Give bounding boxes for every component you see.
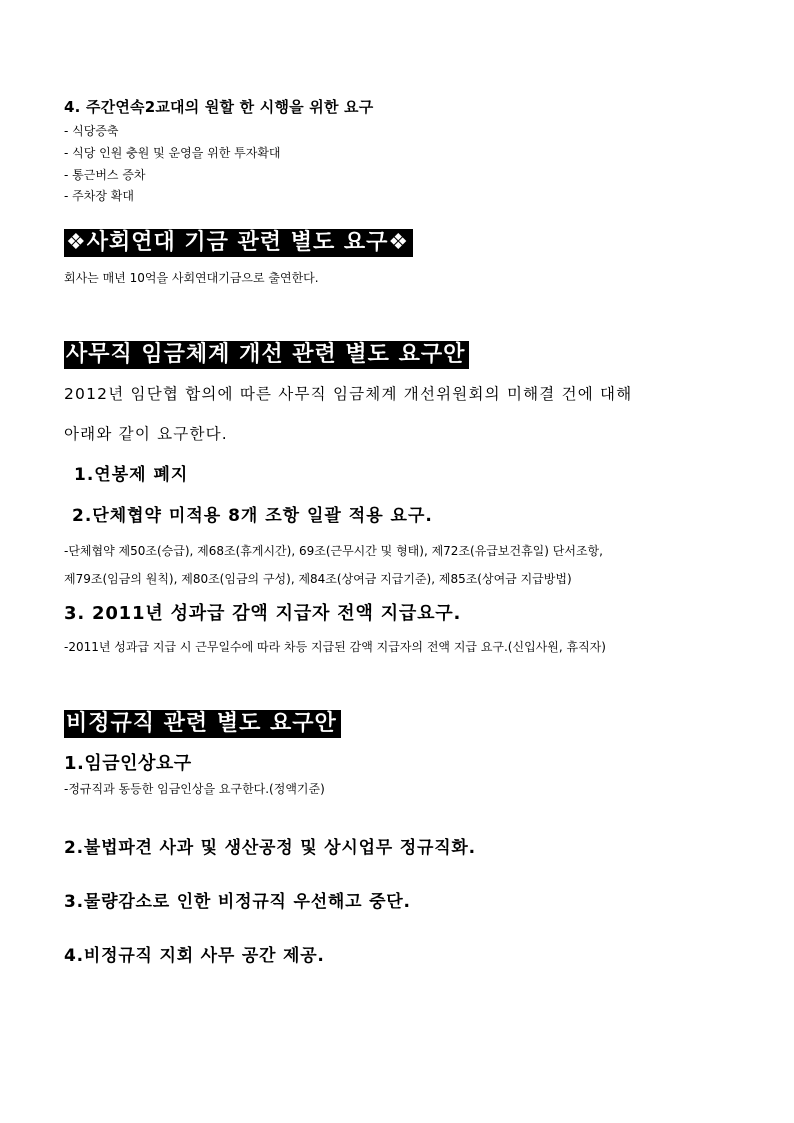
nonregular-item-1-detail: -정규직과 동등한 임금인상을 요구한다.(정액기준) <box>64 782 325 796</box>
section-heading-wellbeing: 4. 주간연속2교대의 원할 한 시행을 위한 요구 <box>64 98 374 116</box>
office-item-2-detail: -단체협약 제50조(승급), 제68조(휴게시간), 69조(근무시간 및 형태), 제72조(유급보건휴일) 단서조항, <box>64 544 603 558</box>
solidarity-text: 회사는 매년 10억을 사회연대기금으로 출연한다. <box>64 271 319 285</box>
banner-nonregular: 비정규직 관련 별도 요구안 <box>64 710 341 738</box>
banner-solidarity-fund: ❖사회연대 기금 관련 별도 요구❖ <box>64 229 413 257</box>
nonregular-item-2: 2.불법파견 사과 및 생산공정 및 상시업무 정규직화. <box>64 838 476 858</box>
nonregular-item-1: 1.임금인상요구 <box>64 753 192 774</box>
office-item-3-detail: -2011년 성과급 지급 시 근무일수에 따라 차등 지급된 감액 지급자의 전액 지급 요구.(신입사원, 휴직자) <box>64 640 606 654</box>
office-intro-line: 2012년 임단협 합의에 따른 사무직 임금체계 개선위원회의 미해결 건에 대해 <box>64 385 633 403</box>
bullet-item: - 통근버스 증차 <box>64 168 146 182</box>
bullet-item: - 주차장 확대 <box>64 189 134 203</box>
office-item-3: 3. 2011년 성과급 감액 지급자 전액 지급요구. <box>64 603 462 624</box>
bullet-item: - 식당 인원 충원 및 운영을 위한 투자확대 <box>64 146 281 160</box>
office-item-2-detail: 제79조(임금의 원칙), 제80조(임금의 구성), 제84조(상여금 지급기준), 제85조(상여금 지급방법) <box>64 572 572 586</box>
nonregular-item-4: 4.비정규직 지회 사무 공간 제공. <box>64 946 325 966</box>
office-item-1: 1.연봉제 폐지 <box>74 465 189 485</box>
office-item-2: 2.단체협약 미적용 8개 조항 일괄 적용 요구. <box>72 506 433 526</box>
bullet-item: - 식당증축 <box>64 124 119 138</box>
banner-office-wage: 사무직 임금체계 개선 관련 별도 요구안 <box>64 341 469 369</box>
nonregular-item-3: 3.물량감소로 인한 비정규직 우선해고 중단. <box>64 892 411 912</box>
office-intro-line: 아래와 같이 요구한다. <box>64 425 228 443</box>
